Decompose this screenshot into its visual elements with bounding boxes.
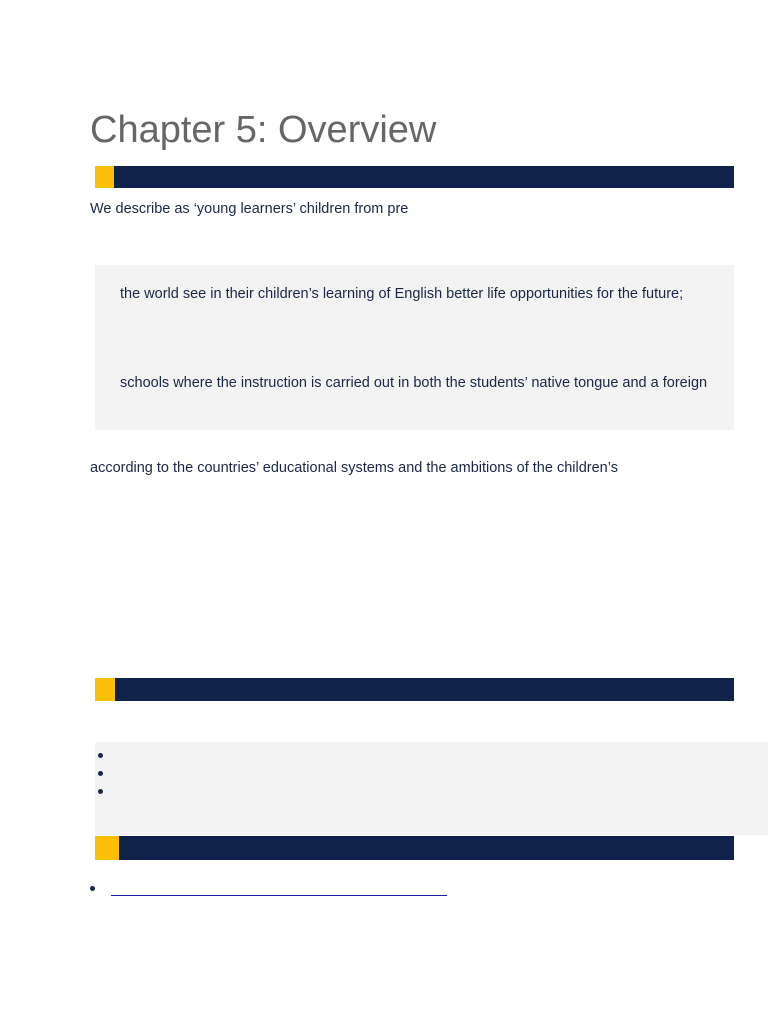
- bullet-box: [95, 742, 768, 835]
- link-list-item: [90, 879, 447, 897]
- section-header-bar: [95, 166, 734, 188]
- intro-paragraph: We describe as ‘young learners’ children from pre: [90, 201, 409, 217]
- highlight-box: [95, 265, 734, 430]
- bullet-icon: [90, 886, 95, 891]
- bullet-list: [98, 745, 111, 799]
- chapter-title: Chapter 5: Overview: [90, 109, 437, 151]
- section-accent-block: [95, 166, 114, 188]
- list-item: [98, 763, 111, 781]
- hyperlink[interactable]: [111, 881, 447, 896]
- section-header-bar: [95, 836, 734, 860]
- highlight-line: the world see in their children’s learning of English better life opportunities for the future;: [120, 286, 684, 302]
- list-item: [98, 745, 111, 763]
- bullet-icon: [98, 753, 103, 758]
- bullet-icon: [98, 771, 103, 776]
- section-header-bar: [95, 678, 734, 701]
- section-accent-block: [95, 836, 119, 860]
- highlight-line: schools where the instruction is carried out in both the students’ native tongue and a foreign: [120, 375, 708, 391]
- section-accent-block: [95, 678, 115, 701]
- bullet-icon: [98, 789, 103, 794]
- list-item: [98, 781, 111, 799]
- body-paragraph: according to the countries’ educational systems and the ambitions of the children’s: [90, 460, 618, 476]
